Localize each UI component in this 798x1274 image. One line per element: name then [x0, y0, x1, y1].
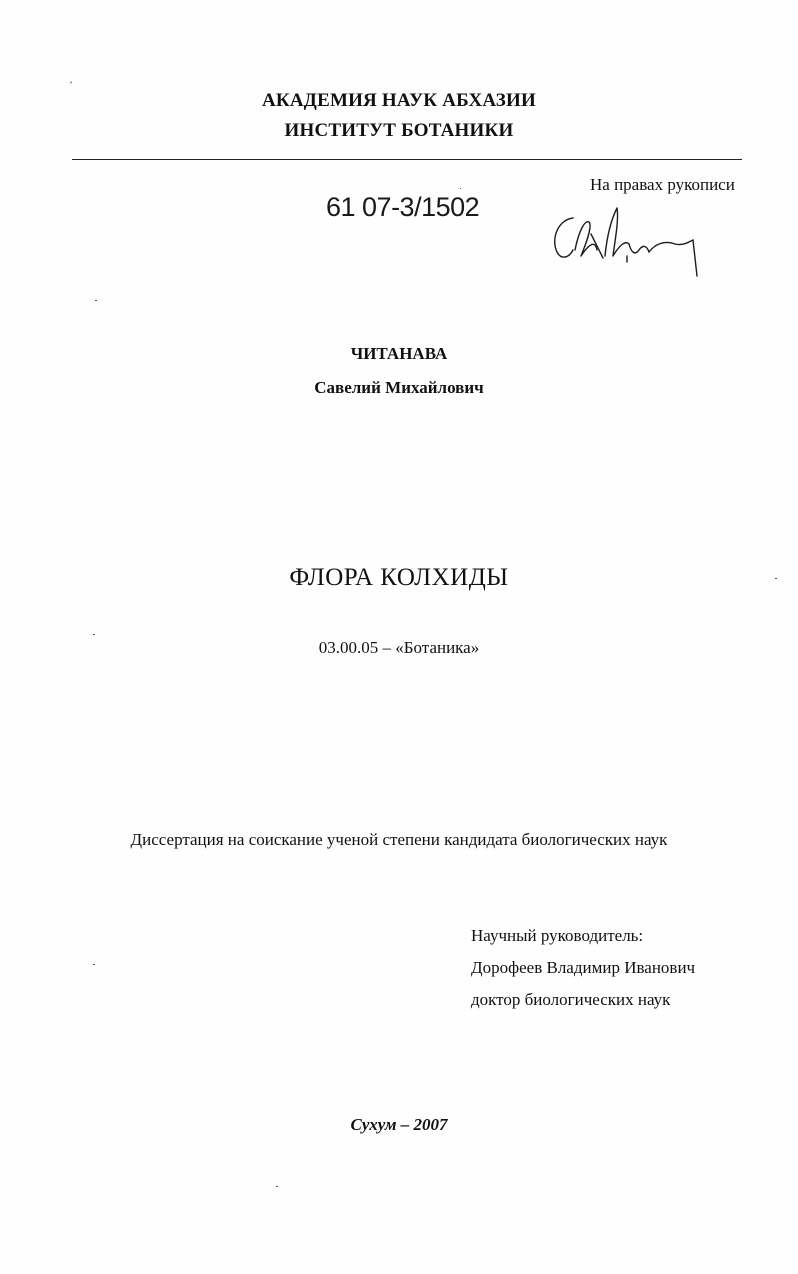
- work-title: ФЛОРА КОЛХИДЫ: [289, 564, 509, 591]
- specialty-code: 03.00.05 – «Ботаника»: [318, 638, 480, 657]
- scan-speck: [93, 964, 95, 965]
- signature-icon: [545, 200, 705, 280]
- scan-speck: [93, 634, 95, 635]
- author-surname: ЧИТАНАВА: [350, 344, 448, 363]
- advisor-name: Дорофеев Владимир Иванович: [471, 958, 696, 977]
- scan-speck: [775, 578, 777, 579]
- academy-heading: АКАДЕМИЯ НАУК АБХАЗИИ: [261, 90, 536, 111]
- institute-heading: ИНСТИТУТ БОТАНИКИ: [284, 120, 514, 141]
- author-given-names: Савелий Михайлович: [314, 378, 484, 397]
- scan-speck: [276, 1186, 278, 1187]
- scan-speck: [70, 81, 72, 83]
- advisor-degree: доктор биологических наук: [471, 990, 671, 1009]
- scan-speck: [460, 188, 461, 189]
- stamp-number: 61 07-3/1502: [326, 192, 480, 222]
- scan-speck: [95, 300, 97, 301]
- header-divider: [72, 159, 742, 160]
- rights-note: На правах рукописи: [590, 175, 735, 194]
- dissertation-line: Диссертация на соискание ученой степени кандидата биологических наук: [130, 830, 668, 849]
- advisor-heading: Научный руководитель:: [471, 926, 644, 945]
- place-year: Сухум – 2007: [350, 1115, 448, 1134]
